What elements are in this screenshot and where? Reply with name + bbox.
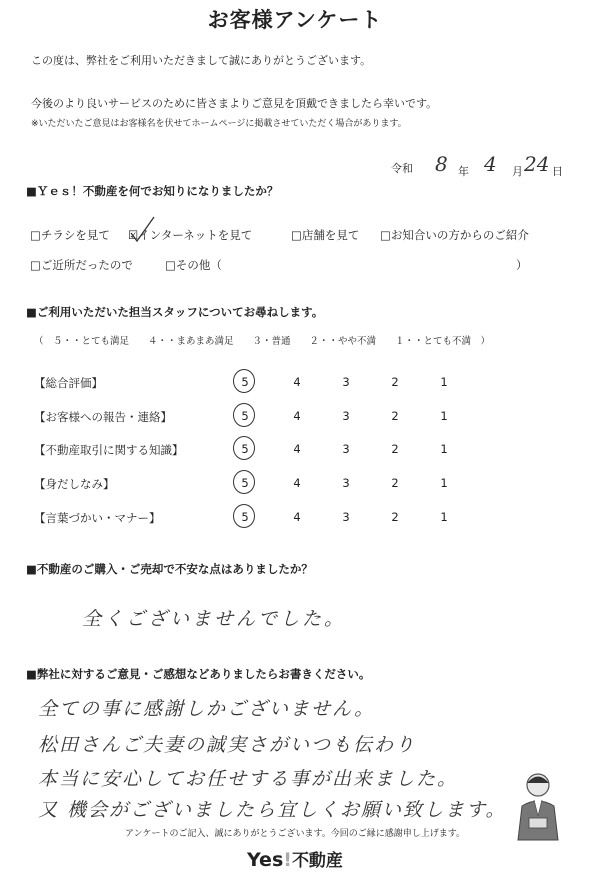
rating-option-3[interactable]: 3 bbox=[342, 375, 350, 389]
date-year-value[interactable]: 8 bbox=[435, 152, 448, 176]
rating-option-5[interactable]: 5 bbox=[241, 476, 249, 490]
rating-option-4[interactable]: 4 bbox=[293, 409, 301, 423]
rating-row-knowledge-label: 【不動産取引に関する知識】 bbox=[34, 443, 184, 457]
logo-yes: Yes bbox=[247, 849, 284, 871]
rating-scale-legend: （ ５・・とても満足 ４・・まあまあ満足 ３・普通 ２・・やや不満 １・・とても不満 ） bbox=[34, 336, 491, 347]
q4-heading: ■弊社に対するご意見・ご感想などありましたらお書きください。 bbox=[26, 667, 371, 681]
option-flyer-checkbox[interactable]: □チラシを見て bbox=[30, 228, 110, 242]
date-day-unit: 日 bbox=[552, 165, 563, 178]
option-neighborhood-checkbox[interactable]: □ご近所だったので bbox=[30, 258, 133, 272]
rating-option-5[interactable]: 5 bbox=[241, 442, 249, 456]
company-logo bbox=[0, 846, 590, 871]
date-year-unit: 年 bbox=[458, 165, 469, 178]
rating-option-1[interactable]: 1 bbox=[440, 510, 448, 524]
selected-rating-circle bbox=[233, 369, 255, 393]
rating-option-1[interactable]: 1 bbox=[440, 409, 448, 423]
rating-option-4[interactable]: 4 bbox=[293, 510, 301, 524]
q4-answer-line-3[interactable]: 本当に安心してお任せする事が出来ました。 bbox=[38, 768, 459, 790]
rating-option-1[interactable]: 1 bbox=[440, 375, 448, 389]
option-internet-checkbox[interactable]: ☑インターネットを見て bbox=[128, 228, 253, 242]
rating-row-reporting-label: 【お客様への報告・連絡】 bbox=[34, 410, 172, 424]
rating-option-1[interactable]: 1 bbox=[440, 476, 448, 490]
selected-rating-circle bbox=[233, 470, 255, 494]
date-day-value[interactable]: 24 bbox=[524, 152, 550, 176]
logo-exclamation: ! bbox=[283, 849, 292, 871]
q4-answer-line-2[interactable]: 松田さんご夫妻の誠実さがいつも伝わり bbox=[38, 734, 417, 756]
intro-line-1: この度は、弊社をご利用いただきまして誠にありがとうございます。 bbox=[31, 54, 372, 67]
rating-option-2[interactable]: 2 bbox=[391, 442, 399, 456]
rating-option-3[interactable]: 3 bbox=[342, 442, 350, 456]
q1-heading: ■Ｙｅｓ！不動産を何でお知りになりましたか？ bbox=[26, 184, 279, 198]
logo-company-name: 不動産 bbox=[291, 851, 343, 871]
rating-option-5[interactable]: 5 bbox=[241, 510, 249, 524]
option-store-checkbox[interactable]: □店舗を見て bbox=[291, 228, 360, 242]
option-other-checkbox[interactable]: □その他（ bbox=[165, 258, 222, 272]
rating-option-3[interactable]: 3 bbox=[342, 409, 350, 423]
rating-option-2[interactable]: 2 bbox=[391, 510, 399, 524]
rating-row-appearance-label: 【身だしなみ】 bbox=[34, 477, 115, 491]
q3-heading: ■不動産のご購入・ご売却で不安な点はありましたか？ bbox=[26, 562, 313, 576]
q4-answer-line-4[interactable]: 又 機会がございましたら宜しくお願い致します。 bbox=[38, 799, 507, 821]
rating-option-4[interactable]: 4 bbox=[293, 375, 301, 389]
rating-option-2[interactable]: 2 bbox=[391, 409, 399, 423]
rating-option-5[interactable]: 5 bbox=[241, 409, 249, 423]
rating-option-2[interactable]: 2 bbox=[391, 375, 399, 389]
rating-option-4[interactable]: 4 bbox=[293, 476, 301, 490]
intro-line-2: 今後のより良いサービスのために皆さまよりご意見を頂戴できましたら幸いです。 bbox=[31, 97, 438, 110]
selected-rating-circle bbox=[233, 403, 255, 427]
rating-option-2[interactable]: 2 bbox=[391, 476, 399, 490]
page-title: お客様アンケート bbox=[207, 8, 383, 32]
date-month-value[interactable]: 4 bbox=[484, 152, 497, 176]
date-month-unit: 月 bbox=[512, 165, 523, 178]
intro-note: ※いただいたご意見はお客様名を伏せてホームページに掲載させていただく場合があります。 bbox=[31, 119, 407, 129]
option-other-close-paren: ） bbox=[516, 258, 528, 272]
rating-row-overall-label: 【総合評価】 bbox=[34, 376, 103, 390]
rating-row-manners-label: 【言葉づかい・マナー】 bbox=[34, 511, 161, 525]
rating-option-3[interactable]: 3 bbox=[342, 510, 350, 524]
date-era: 令和 bbox=[391, 162, 413, 175]
selected-rating-circle bbox=[233, 504, 255, 528]
rating-option-5[interactable]: 5 bbox=[241, 375, 249, 389]
q2-heading: ■ご利用いただいた担当スタッフについてお尋ねします。 bbox=[26, 305, 324, 319]
q3-answer[interactable]: 全くございませんでした。 bbox=[82, 608, 347, 630]
option-referral-checkbox[interactable]: □お知合いの方からのご紹介 bbox=[380, 228, 529, 242]
rating-option-1[interactable]: 1 bbox=[440, 442, 448, 456]
footer-thanks: アンケートのご記入、誠にありがとうございます。今回のご縁に感謝申し上げます。 bbox=[124, 829, 466, 839]
rating-option-3[interactable]: 3 bbox=[342, 476, 350, 490]
selected-rating-circle bbox=[233, 436, 255, 460]
check-mark-icon bbox=[128, 213, 158, 245]
q4-answer-line-1[interactable]: 全ての事に感謝しかございません。 bbox=[38, 698, 376, 720]
rating-option-4[interactable]: 4 bbox=[293, 442, 301, 456]
